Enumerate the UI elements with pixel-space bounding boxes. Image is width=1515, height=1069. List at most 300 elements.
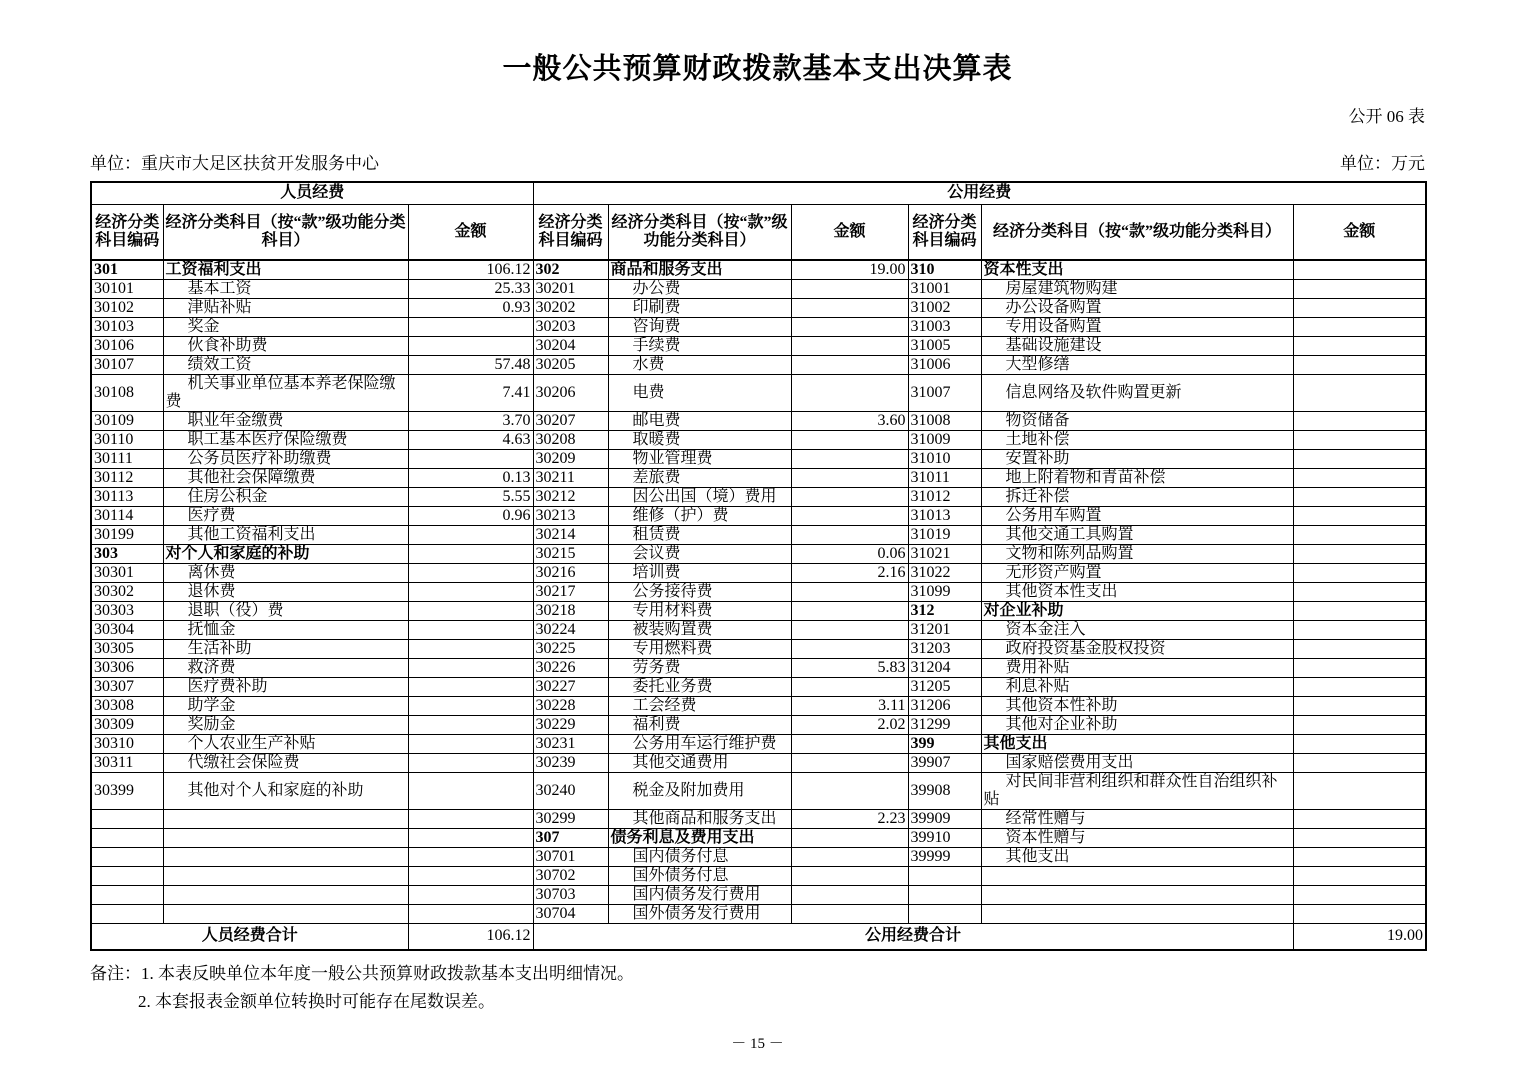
- code-cell: 31019: [908, 526, 981, 545]
- header-code-1: 经济分类科目编码: [91, 204, 163, 260]
- code-cell: 39910: [908, 829, 981, 848]
- code-cell: 30306: [91, 659, 163, 678]
- public-total-amount: 19.00: [1293, 924, 1426, 950]
- code-cell: 31002: [908, 299, 981, 318]
- subject-cell: 对个人和家庭的补助: [163, 545, 408, 564]
- public-total-label: 公用经费合计: [533, 924, 1293, 950]
- amount-cell: 19.00: [791, 260, 908, 280]
- subject-cell: 国内债务付息: [608, 848, 791, 867]
- code-cell: [908, 867, 981, 886]
- code-cell: 301: [91, 260, 163, 280]
- amount-cell: [791, 488, 908, 507]
- code-cell: 30204: [533, 337, 608, 356]
- subject-cell: 其他资本性支出: [981, 583, 1293, 602]
- amount-cell: [1293, 867, 1426, 886]
- subject-cell: 取暖费: [608, 431, 791, 450]
- code-cell: 31022: [908, 564, 981, 583]
- header-amount-2: 金额: [791, 204, 908, 260]
- amount-cell: 0.93: [408, 299, 533, 318]
- subject-cell: 文物和陈列品购置: [981, 545, 1293, 564]
- subject-cell: 其他交通费用: [608, 754, 791, 773]
- subject-cell: [163, 829, 408, 848]
- subject-cell: 政府投资基金股权投资: [981, 640, 1293, 659]
- subject-cell: 劳务费: [608, 659, 791, 678]
- amount-cell: [791, 905, 908, 924]
- table-body: [91, 260, 1426, 924]
- code-cell: 31299: [908, 716, 981, 735]
- amount-cell: [1293, 318, 1426, 337]
- table-row: [91, 526, 1426, 545]
- code-cell: 30207: [533, 412, 608, 431]
- code-cell: 30202: [533, 299, 608, 318]
- subject-cell: [163, 886, 408, 905]
- table-row: [91, 299, 1426, 318]
- header-subject-2: 经济分类科目（按“款”级功能分类科目）: [608, 204, 791, 260]
- subject-cell: 信息网络及软件购置更新: [981, 375, 1293, 412]
- code-cell: 30226: [533, 659, 608, 678]
- code-cell: 31001: [908, 280, 981, 299]
- amount-cell: [1293, 450, 1426, 469]
- amount-cell: [791, 678, 908, 697]
- code-cell: 30216: [533, 564, 608, 583]
- amount-cell: [1293, 375, 1426, 412]
- code-cell: 30228: [533, 697, 608, 716]
- subject-cell: 基本工资: [163, 280, 408, 299]
- amount-cell: [791, 754, 908, 773]
- subject-cell: 拆迁补偿: [981, 488, 1293, 507]
- subject-cell: 代缴社会保险费: [163, 754, 408, 773]
- subject-cell: 医疗费补助: [163, 678, 408, 697]
- code-cell: 310: [908, 260, 981, 280]
- code-cell: [91, 848, 163, 867]
- amount-cell: [408, 735, 533, 754]
- code-cell: 303: [91, 545, 163, 564]
- amount-cell: [791, 375, 908, 412]
- code-cell: 30217: [533, 583, 608, 602]
- subject-cell: 培训费: [608, 564, 791, 583]
- subject-cell: 咨询费: [608, 318, 791, 337]
- amount-cell: [408, 526, 533, 545]
- table-row: [91, 867, 1426, 886]
- subject-cell: 专用设备购置: [981, 318, 1293, 337]
- subject-cell: 退休费: [163, 583, 408, 602]
- amount-cell: [1293, 280, 1426, 299]
- subject-cell: [163, 810, 408, 829]
- subject-cell: 商品和服务支出: [608, 260, 791, 280]
- code-cell: 31009: [908, 431, 981, 450]
- subject-cell: 国外债务付息: [608, 867, 791, 886]
- header-code-3: 经济分类科目编码: [908, 204, 981, 260]
- amount-cell: [791, 886, 908, 905]
- code-cell: 30301: [91, 564, 163, 583]
- amount-cell: [1293, 678, 1426, 697]
- subject-cell: 救济费: [163, 659, 408, 678]
- amount-cell: [408, 678, 533, 697]
- code-cell: 30299: [533, 810, 608, 829]
- subject-cell: 手续费: [608, 337, 791, 356]
- amount-cell: 2.23: [791, 810, 908, 829]
- amount-cell: [1293, 412, 1426, 431]
- amount-cell: [1293, 526, 1426, 545]
- amount-cell: 2.02: [791, 716, 908, 735]
- table-row: [91, 810, 1426, 829]
- amount-cell: [408, 810, 533, 829]
- subject-cell: 国家赔偿费用支出: [981, 754, 1293, 773]
- code-cell: 31003: [908, 318, 981, 337]
- code-cell: 30305: [91, 640, 163, 659]
- code-cell: 31010: [908, 450, 981, 469]
- code-cell: [91, 810, 163, 829]
- table-row: [91, 640, 1426, 659]
- amount-cell: [1293, 337, 1426, 356]
- code-cell: 31008: [908, 412, 981, 431]
- code-cell: 31006: [908, 356, 981, 375]
- code-cell: 30213: [533, 507, 608, 526]
- subject-cell: 房屋建筑物购建: [981, 280, 1293, 299]
- subject-cell: 邮电费: [608, 412, 791, 431]
- code-cell: 30209: [533, 450, 608, 469]
- subject-cell: 工会经费: [608, 697, 791, 716]
- code-cell: 30199: [91, 526, 163, 545]
- code-cell: 30107: [91, 356, 163, 375]
- amount-cell: [408, 659, 533, 678]
- subject-cell: 维修（护）费: [608, 507, 791, 526]
- table-row: [91, 583, 1426, 602]
- subject-cell: 资本金注入: [981, 621, 1293, 640]
- amount-cell: [1293, 886, 1426, 905]
- subject-cell: 其他支出: [981, 735, 1293, 754]
- code-cell: 30205: [533, 356, 608, 375]
- amount-cell: 57.48: [408, 356, 533, 375]
- subject-cell: 办公设备购置: [981, 299, 1293, 318]
- code-cell: 31205: [908, 678, 981, 697]
- code-cell: 30311: [91, 754, 163, 773]
- code-cell: 30302: [91, 583, 163, 602]
- table-row: [91, 621, 1426, 640]
- code-cell: 30215: [533, 545, 608, 564]
- amount-cell: [791, 735, 908, 754]
- amount-cell: [1293, 905, 1426, 924]
- code-cell: 30214: [533, 526, 608, 545]
- table-row: [91, 716, 1426, 735]
- code-cell: [91, 829, 163, 848]
- column-header-row: [91, 204, 1426, 260]
- subject-cell: 税金及附加费用: [608, 773, 791, 810]
- subject-cell: 公务接待费: [608, 583, 791, 602]
- amount-cell: [408, 318, 533, 337]
- code-cell: 30206: [533, 375, 608, 412]
- header-subject-3: 经济分类科目（按“款”级功能分类科目）: [981, 204, 1293, 260]
- amount-cell: [791, 640, 908, 659]
- band-personnel: 人员经费: [91, 182, 533, 204]
- table-row: [91, 886, 1426, 905]
- code-cell: 30103: [91, 318, 163, 337]
- subject-cell: 公务用车运行维护费: [608, 735, 791, 754]
- amount-cell: [1293, 716, 1426, 735]
- amount-cell: [408, 583, 533, 602]
- code-cell: 30307: [91, 678, 163, 697]
- table-row: [91, 412, 1426, 431]
- amount-cell: 0.13: [408, 469, 533, 488]
- code-cell: 30201: [533, 280, 608, 299]
- amount-cell: [791, 602, 908, 621]
- amount-cell: [408, 337, 533, 356]
- subject-cell: 电费: [608, 375, 791, 412]
- note-line-1: 备注：1. 本表反映单位本年度一般公共预算财政拨款基本支出明细情况。: [90, 963, 634, 983]
- subject-cell: 费用补贴: [981, 659, 1293, 678]
- code-cell: 30399: [91, 773, 163, 810]
- amount-cell: [1293, 583, 1426, 602]
- amount-cell: [408, 848, 533, 867]
- subject-cell: 办公费: [608, 280, 791, 299]
- subject-cell: [981, 867, 1293, 886]
- amount-cell: 5.55: [408, 488, 533, 507]
- amount-cell: [408, 716, 533, 735]
- amount-cell: [791, 583, 908, 602]
- code-cell: 30303: [91, 602, 163, 621]
- subject-cell: 资本性支出: [981, 260, 1293, 280]
- amount-cell: [791, 829, 908, 848]
- code-cell: 30112: [91, 469, 163, 488]
- subject-cell: 福利费: [608, 716, 791, 735]
- amount-cell: [1293, 260, 1426, 280]
- subject-cell: 大型修缮: [981, 356, 1293, 375]
- code-cell: 30703: [533, 886, 608, 905]
- code-cell: 307: [533, 829, 608, 848]
- totals-row: [91, 924, 1426, 950]
- subject-cell: 专用燃料费: [608, 640, 791, 659]
- subject-cell: 生活补助: [163, 640, 408, 659]
- subject-cell: 奖金: [163, 318, 408, 337]
- subject-cell: 其他商品和服务支出: [608, 810, 791, 829]
- code-cell: 30108: [91, 375, 163, 412]
- code-cell: 302: [533, 260, 608, 280]
- subject-cell: 绩效工资: [163, 356, 408, 375]
- subject-cell: 基础设施建设: [981, 337, 1293, 356]
- table-row: [91, 507, 1426, 526]
- code-cell: 30114: [91, 507, 163, 526]
- amount-cell: [408, 886, 533, 905]
- subject-cell: 助学金: [163, 697, 408, 716]
- subject-cell: 印刷费: [608, 299, 791, 318]
- code-cell: 39999: [908, 848, 981, 867]
- code-cell: [908, 905, 981, 924]
- code-cell: 30229: [533, 716, 608, 735]
- amount-cell: [408, 545, 533, 564]
- table-row: [91, 488, 1426, 507]
- amount-cell: [1293, 754, 1426, 773]
- table-row: [91, 450, 1426, 469]
- subject-cell: 其他对个人和家庭的补助: [163, 773, 408, 810]
- code-cell: 30102: [91, 299, 163, 318]
- amount-cell: [791, 356, 908, 375]
- subject-cell: [981, 886, 1293, 905]
- code-cell: 30113: [91, 488, 163, 507]
- code-cell: 30218: [533, 602, 608, 621]
- subject-cell: 专用材料费: [608, 602, 791, 621]
- amount-cell: [791, 867, 908, 886]
- subject-cell: [163, 867, 408, 886]
- subject-cell: 工资福利支出: [163, 260, 408, 280]
- amount-cell: [408, 905, 533, 924]
- subject-cell: 委托业务费: [608, 678, 791, 697]
- amount-cell: [408, 564, 533, 583]
- code-cell: 30224: [533, 621, 608, 640]
- amount-cell: [1293, 773, 1426, 810]
- code-cell: 30701: [533, 848, 608, 867]
- subject-cell: 安置补助: [981, 450, 1293, 469]
- table-row: [91, 754, 1426, 773]
- amount-cell: [791, 621, 908, 640]
- subject-cell: 国外债务发行费用: [608, 905, 791, 924]
- amount-cell: [408, 640, 533, 659]
- code-cell: 30231: [533, 735, 608, 754]
- amount-cell: [408, 621, 533, 640]
- subject-cell: 其他支出: [981, 848, 1293, 867]
- subject-cell: 对民间非营利组织和群众性自治组织补贴: [981, 773, 1293, 810]
- amount-cell: [408, 867, 533, 886]
- amount-cell: [791, 469, 908, 488]
- table-row: [91, 602, 1426, 621]
- amount-cell: [1293, 356, 1426, 375]
- code-cell: 31204: [908, 659, 981, 678]
- code-cell: 31013: [908, 507, 981, 526]
- code-cell: 30111: [91, 450, 163, 469]
- amount-cell: [1293, 564, 1426, 583]
- table-row: [91, 659, 1426, 678]
- table-row: [91, 431, 1426, 450]
- amount-cell: 3.11: [791, 697, 908, 716]
- amount-cell: [1293, 621, 1426, 640]
- subject-cell: 物业管理费: [608, 450, 791, 469]
- subject-cell: 退职（役）费: [163, 602, 408, 621]
- subject-cell: 地上附着物和青苗补偿: [981, 469, 1293, 488]
- band-row: [91, 182, 1426, 204]
- code-cell: 30227: [533, 678, 608, 697]
- subject-cell: 机关事业单位基本养老保险缴费: [163, 375, 408, 412]
- subject-cell: 奖励金: [163, 716, 408, 735]
- amount-cell: [1293, 697, 1426, 716]
- amount-cell: [791, 848, 908, 867]
- code-cell: 399: [908, 735, 981, 754]
- page-title: 一般公共预算财政拨款基本支出决算表: [502, 53, 1013, 85]
- subject-cell: 差旅费: [608, 469, 791, 488]
- code-cell: [91, 867, 163, 886]
- unit-row: [90, 149, 1425, 174]
- subject-cell: 其他交通工具购置: [981, 526, 1293, 545]
- amount-cell: [1293, 299, 1426, 318]
- amount-cell: [1293, 431, 1426, 450]
- amount-cell: [408, 602, 533, 621]
- table-row: [91, 564, 1426, 583]
- doc-number: 公开 06 表: [1348, 107, 1425, 126]
- code-cell: 30309: [91, 716, 163, 735]
- table-row: [91, 469, 1426, 488]
- subject-cell: 离休费: [163, 564, 408, 583]
- amount-cell: 5.83: [791, 659, 908, 678]
- amount-cell: [791, 431, 908, 450]
- code-cell: 39909: [908, 810, 981, 829]
- personnel-total-label: 人员经费合计: [91, 924, 408, 950]
- table-row: [91, 678, 1426, 697]
- header-code-2: 经济分类科目编码: [533, 204, 608, 260]
- amount-cell: [791, 773, 908, 810]
- subject-cell: 水费: [608, 356, 791, 375]
- amount-cell: [1293, 848, 1426, 867]
- code-cell: 30704: [533, 905, 608, 924]
- subject-cell: 医疗费: [163, 507, 408, 526]
- code-cell: 31203: [908, 640, 981, 659]
- budget-table: [90, 181, 1427, 951]
- subject-cell: 经常性赠与: [981, 810, 1293, 829]
- amount-cell: [1293, 829, 1426, 848]
- code-cell: 31021: [908, 545, 981, 564]
- amount-cell: 2.16: [791, 564, 908, 583]
- code-cell: 31007: [908, 375, 981, 412]
- subject-cell: 利息补贴: [981, 678, 1293, 697]
- subject-cell: 国内债务发行费用: [608, 886, 791, 905]
- amount-cell: [791, 280, 908, 299]
- subject-cell: 其他资本性补助: [981, 697, 1293, 716]
- code-cell: [91, 905, 163, 924]
- code-cell: 39907: [908, 754, 981, 773]
- amount-cell: [1293, 659, 1426, 678]
- table-row: [91, 773, 1426, 810]
- subject-cell: 其他社会保障缴费: [163, 469, 408, 488]
- table-row: [91, 735, 1426, 754]
- unit-name: 单位：重庆市大足区扶贫开发服务中心: [90, 154, 379, 173]
- amount-cell: 106.12: [408, 260, 533, 280]
- unit-of-measure: 单位：万元: [1340, 154, 1425, 173]
- code-cell: [91, 886, 163, 905]
- table-row: [91, 545, 1426, 564]
- subject-cell: 租赁费: [608, 526, 791, 545]
- code-cell: 30110: [91, 431, 163, 450]
- code-cell: 39908: [908, 773, 981, 810]
- code-cell: 31206: [908, 697, 981, 716]
- subject-cell: 因公出国（境）费用: [608, 488, 791, 507]
- subject-cell: 对企业补助: [981, 602, 1293, 621]
- amount-cell: 0.96: [408, 507, 533, 526]
- header-amount-1: 金额: [408, 204, 533, 260]
- table-row: [91, 280, 1426, 299]
- code-cell: 31099: [908, 583, 981, 602]
- subject-cell: 土地补偿: [981, 431, 1293, 450]
- page-number: － 15 －: [731, 1035, 784, 1052]
- subject-cell: 职工基本医疗保险缴费: [163, 431, 408, 450]
- amount-cell: [1293, 810, 1426, 829]
- code-cell: 31005: [908, 337, 981, 356]
- table-row: [91, 356, 1426, 375]
- subject-cell: [981, 905, 1293, 924]
- amount-cell: 7.41: [408, 375, 533, 412]
- code-cell: 31011: [908, 469, 981, 488]
- subject-cell: 个人农业生产补贴: [163, 735, 408, 754]
- subject-cell: 会议费: [608, 545, 791, 564]
- amount-cell: [791, 450, 908, 469]
- amount-cell: 25.33: [408, 280, 533, 299]
- amount-cell: [791, 299, 908, 318]
- notes: [90, 960, 1425, 1016]
- code-cell: 30106: [91, 337, 163, 356]
- table-row: [91, 260, 1426, 280]
- code-cell: 30203: [533, 318, 608, 337]
- code-cell: 30109: [91, 412, 163, 431]
- subject-cell: 住房公积金: [163, 488, 408, 507]
- subject-cell: 被装购置费: [608, 621, 791, 640]
- code-cell: 30212: [533, 488, 608, 507]
- code-cell: 30101: [91, 280, 163, 299]
